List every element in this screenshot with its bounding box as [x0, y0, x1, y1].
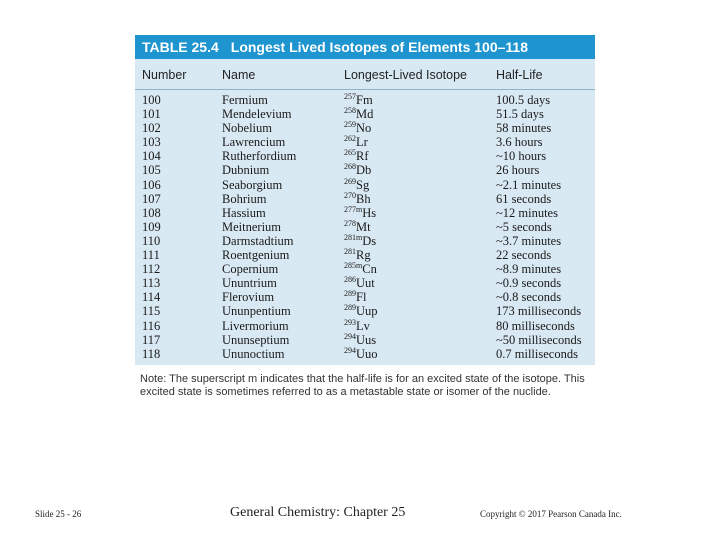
row-half-life: 0.7 milliseconds: [496, 346, 578, 361]
row-isotope: [344, 206, 376, 220]
table-row: [135, 206, 595, 220]
row-element-name: Ununtrium: [222, 276, 277, 291]
row-half-life: 61 seconds: [496, 191, 552, 206]
row-isotope-mass: 265: [344, 148, 356, 158]
row-number: 101: [142, 107, 161, 122]
row-isotope: [344, 220, 371, 234]
row-isotope: [344, 107, 373, 121]
row-number: 108: [142, 205, 161, 220]
row-isotope-symbol: Lv: [356, 318, 370, 333]
row-element-name: Darmstadtium: [222, 233, 294, 248]
row-half-life: 26 hours: [496, 163, 540, 178]
row-isotope-symbol: Uup: [356, 304, 378, 319]
row-element-name: Meitnerium: [222, 219, 282, 234]
isotope-table: [135, 35, 595, 365]
row-isotope-symbol: Hs: [362, 205, 377, 220]
row-half-life: ~50 milliseconds: [496, 332, 582, 347]
row-number: 116: [142, 318, 161, 333]
footer-copyright: Copyright © 2017 Pearson Canada Inc.: [480, 509, 622, 519]
row-isotope-symbol: Fm: [356, 93, 373, 107]
table-row: [135, 347, 595, 361]
table-header: [135, 59, 595, 89]
row-isotope-symbol: Sg: [356, 177, 370, 192]
row-element-name: Lawrencium: [222, 135, 286, 150]
table-row: [135, 93, 595, 107]
row-number: 117: [142, 332, 161, 347]
row-half-life: 80 milliseconds: [496, 318, 575, 333]
row-isotope-mass: 259: [344, 120, 356, 130]
slide-number: Slide 25 - 26: [35, 509, 82, 519]
row-isotope-mass: 269: [344, 176, 356, 186]
row-isotope-symbol: Uut: [356, 276, 375, 291]
row-element-name: Hassium: [222, 205, 266, 220]
row-isotope: [344, 333, 376, 347]
row-isotope: [344, 163, 371, 177]
table-row: [135, 121, 595, 135]
row-half-life: ~8.9 minutes: [496, 262, 562, 277]
table-note: Note: The superscript m indicates that the half-life is for an excited state of the isotope. This excited state is sometimes referred to as a metastable state or isomer of the nuclide.: [140, 373, 585, 398]
row-isotope-mass: 289: [344, 303, 356, 313]
row-isotope-mass: 277m: [344, 204, 363, 214]
table-row: [135, 234, 595, 248]
table-row: [135, 220, 595, 234]
table-title: [135, 35, 595, 59]
row-isotope: [344, 290, 366, 304]
row-number: 103: [142, 135, 161, 150]
row-isotope: [344, 135, 368, 149]
row-isotope-symbol: Bh: [356, 191, 371, 206]
row-isotope: [344, 276, 375, 290]
row-half-life: 173 milliseconds: [496, 304, 582, 319]
row-half-life: 22 seconds: [496, 248, 552, 263]
row-element-name: Rutherfordium: [222, 149, 297, 164]
row-number: 110: [142, 233, 161, 248]
footer-title: General Chemistry: Chapter 25: [230, 505, 406, 520]
row-number: 105: [142, 163, 161, 178]
row-number: 113: [142, 276, 161, 291]
row-isotope-mass: 281: [344, 247, 356, 257]
row-half-life: ~0.9 seconds: [496, 276, 562, 291]
row-isotope: [344, 121, 371, 135]
row-number: 111: [142, 248, 160, 263]
row-isotope-mass: 278: [344, 218, 356, 228]
row-isotope: [344, 149, 369, 163]
row-element-name: Ununseptium: [222, 332, 290, 347]
row-half-life: ~0.8 seconds: [496, 290, 562, 305]
row-isotope: [344, 347, 378, 361]
row-element-name: Seaborgium: [222, 177, 283, 192]
table-row: [135, 163, 595, 177]
table-title-label: TABLE 25.4: [142, 39, 219, 55]
table-row: [135, 276, 595, 290]
table-row: [135, 192, 595, 206]
row-isotope-symbol: Cn: [362, 262, 377, 277]
row-isotope-mass: 262: [344, 134, 356, 144]
row-isotope-symbol: Ds: [362, 233, 377, 248]
table-row: [135, 248, 595, 262]
table-row: [135, 149, 595, 163]
row-isotope-mass: 289: [344, 289, 356, 299]
row-number: 114: [142, 290, 161, 305]
row-isotope: [344, 248, 371, 262]
row-half-life: ~10 hours: [496, 149, 547, 164]
row-number: 104: [142, 149, 161, 164]
row-isotope-symbol: Rf: [356, 149, 369, 164]
row-element-name: Ununpentium: [222, 304, 291, 319]
row-number: 112: [142, 262, 161, 277]
table-row: [135, 107, 595, 121]
row-element-name: Roentgenium: [222, 248, 290, 263]
row-isotope-mass: 268: [344, 162, 356, 172]
table-row: [135, 333, 595, 347]
row-isotope: [344, 234, 376, 248]
row-element-name: Ununoctium: [222, 346, 285, 361]
table-row: [135, 178, 595, 192]
table-row: [135, 319, 595, 333]
row-isotope-mass: 294: [344, 345, 356, 355]
row-isotope-mass: 257: [344, 92, 356, 101]
row-isotope-mass: 294: [344, 331, 356, 341]
row-isotope-symbol: Uuo: [356, 346, 378, 361]
row-isotope-mass: 285m: [344, 261, 363, 271]
table-row: [135, 290, 595, 304]
row-element-name: Copernium: [222, 262, 279, 277]
row-number: 115: [142, 304, 161, 319]
row-isotope-symbol: Uus: [356, 332, 377, 347]
row-half-life: ~3.7 minutes: [496, 233, 562, 248]
row-number: 102: [142, 121, 161, 136]
row-isotope-symbol: Md: [356, 107, 374, 122]
column-header-isotope: Longest-Lived Isotope: [344, 68, 468, 82]
row-half-life: 3.6 hours: [496, 135, 543, 150]
row-element-name: Livermorium: [222, 318, 289, 333]
row-isotope: [344, 192, 371, 206]
row-isotope: [344, 262, 377, 276]
row-half-life: 51.5 days: [496, 107, 544, 122]
column-header-name: Name: [222, 68, 256, 82]
row-isotope: [344, 178, 369, 192]
row-element-name: Flerovium: [222, 290, 275, 305]
row-isotope-symbol: Fl: [356, 290, 367, 305]
row-number: 107: [142, 191, 161, 206]
row-half-life: 58 minutes: [496, 121, 552, 136]
column-header-half-life: Half-Life: [496, 68, 543, 82]
table-row: [135, 262, 595, 276]
table-row: [135, 135, 595, 149]
row-isotope: [344, 304, 378, 318]
header-divider: [135, 89, 595, 90]
row-half-life: 100.5 days: [496, 93, 551, 107]
row-number: 106: [142, 177, 161, 192]
row-isotope-mass: 258: [344, 106, 356, 116]
row-isotope-mass: 286: [344, 275, 356, 285]
row-isotope-mass: 270: [344, 190, 356, 200]
row-half-life: ~5 seconds: [496, 219, 552, 234]
row-element-name: Fermium: [222, 93, 268, 107]
row-element-name: Mendelevium: [222, 107, 292, 122]
row-isotope-symbol: No: [356, 121, 372, 136]
row-element-name: Nobelium: [222, 121, 272, 136]
row-isotope-symbol: Mt: [356, 219, 371, 234]
row-isotope-mass: 293: [344, 317, 356, 327]
row-half-life: ~2.1 minutes: [496, 177, 562, 192]
table-row: [135, 304, 595, 318]
row-number: 109: [142, 219, 161, 234]
row-isotope-symbol: Db: [356, 163, 372, 178]
column-header-number: Number: [142, 68, 187, 82]
row-isotope-symbol: Rg: [356, 248, 371, 263]
table-body: [135, 93, 595, 361]
table-title-text: Longest Lived Isotopes of Elements 100–118: [230, 39, 528, 55]
row-isotope-symbol: Lr: [356, 135, 368, 150]
row-element-name: Dubnium: [222, 163, 270, 178]
row-half-life: ~12 minutes: [496, 205, 558, 220]
row-isotope: [344, 319, 370, 333]
row-isotope-mass: 281m: [344, 232, 363, 242]
row-number: 118: [142, 346, 161, 361]
row-isotope: [344, 93, 373, 107]
row-element-name: Bohrium: [222, 191, 267, 206]
row-number: 100: [142, 93, 161, 107]
